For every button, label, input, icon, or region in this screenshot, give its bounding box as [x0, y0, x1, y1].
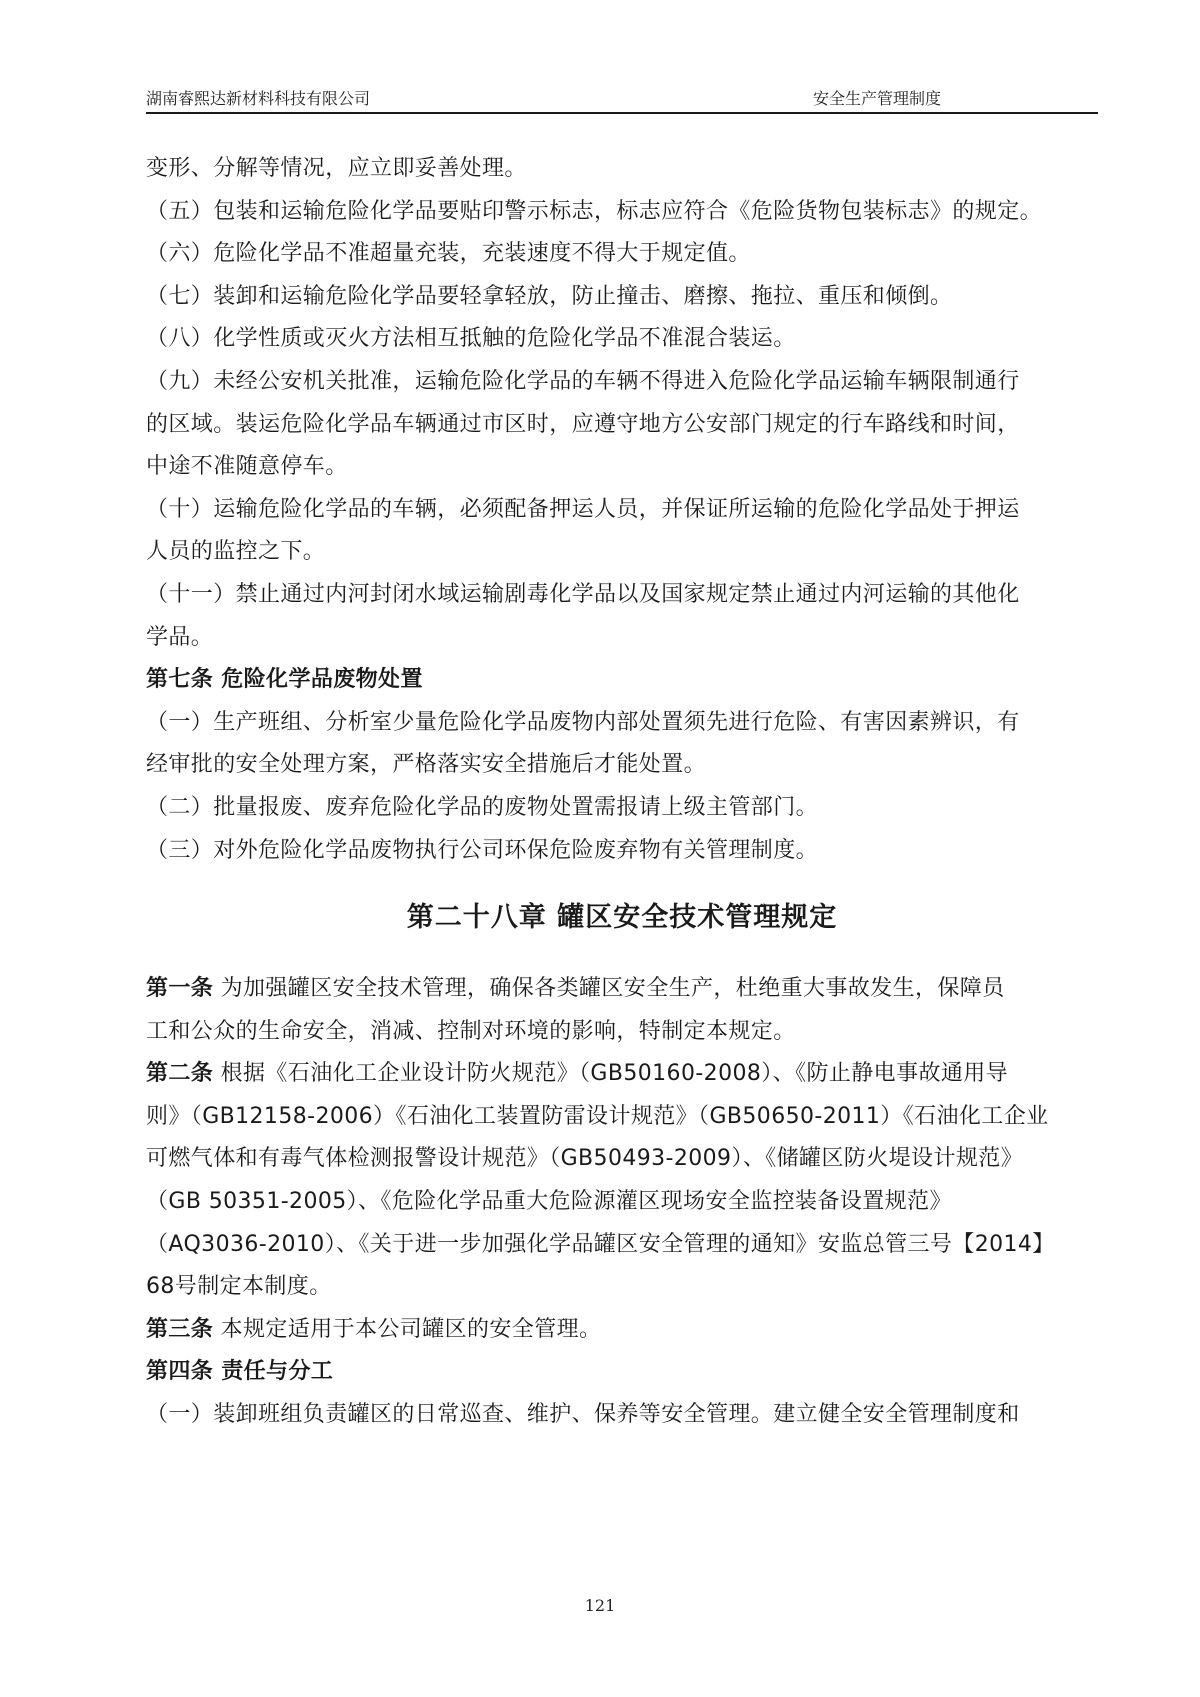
article-7-heading: 第七条 危险化学品废物处置	[146, 667, 423, 693]
text-line: （GB 50351-2005）、《危险化学品重大危险源灌区现场安全监控装备设置规范》	[146, 1189, 952, 1215]
text-line: 变形、分解等情况，应立即妥善处理。	[146, 156, 527, 181]
text-line: （十一）禁止通过内河封闭水域运输剧毒化学品以及国家规定禁止通过内河运输的其他化	[146, 581, 1020, 607]
text-line: （一）装卸班组负责罐区的日常巡查、维护、保养等安全管理。建立健全安全管理制度和	[146, 1402, 1020, 1428]
text-line: 可燃气体和有毒气体检测报警设计规范》（GB50493-2009）、《储罐区防火堤设计规范》	[146, 1146, 1024, 1172]
article-2-line	[146, 1053, 1098, 1096]
text-line: （九）未经公安机关批准，运输危险化学品的车辆不得进入危险化学品运输车辆限制通行	[146, 368, 1020, 394]
header-divider	[146, 112, 1098, 114]
text-line: 中途不准随意停车。	[146, 454, 348, 480]
text-line: （八）化学性质或灭火方法相互抵触的危险化学品不准混合装运。	[146, 326, 796, 352]
text-line: 学品。	[146, 624, 214, 650]
text-line: 则》（GB12158-2006）《石油化工装置防雷设计规范》（GB50650-2011）《石油化工企业	[146, 1103, 1049, 1129]
chapter-title: 第二十八章 罐区安全技术管理规定	[406, 902, 838, 934]
text-line: （五）包装和运输危险化学品要贴印警示标志，标志应符合《危险货物包装标志》的规定。	[146, 198, 1043, 224]
article-3-text: 本规定适用于本公司罐区的安全管理。	[220, 1316, 602, 1342]
company-name: 湖南睿熙达新材料科技有限公司	[146, 89, 371, 108]
article-2-text: 根据《石油化工企业设计防火规范》（GB50160-2008）、《防止静电事故通用导	[220, 1061, 1009, 1087]
text-line: （二）批量报废、废弃危险化学品的废物处置需报请上级主管部门。	[146, 794, 819, 820]
text-line: （十）运输危险化学品的车辆，必须配备押运人员，并保证所运输的危险化学品处于押运	[146, 496, 1020, 522]
text-line: 经审批的安全处理方案，严格落实安全措施后才能处置。	[146, 752, 707, 778]
article-1-line	[146, 968, 1098, 1011]
text-line: 的区域。装运危险化学品车辆通过市区时，应遵守地方公安部门规定的行车路线和时间，	[146, 411, 1020, 437]
article-3-line	[146, 1309, 1098, 1352]
article-4-heading: 第四条 责任与分工	[146, 1359, 334, 1385]
page-number: 121	[584, 1596, 616, 1615]
article-3-label: 第三条	[146, 1316, 214, 1342]
article-1-text: 为加强罐区安全技术管理，确保各类罐区安全生产，杜绝重大事故发生，保障员	[220, 976, 1005, 1002]
page-header	[146, 82, 1098, 110]
article-1-label: 第一条	[146, 976, 214, 1002]
text-line: （七）装卸和运输危险化学品要轻拿轻放，防止撞击、磨擦、拖拉、重压和倾倒。	[146, 283, 953, 309]
text-line: （一）生产班组、分析室少量危险化学品废物内部处置须先进行危险、有害因素辨识，有	[146, 709, 1020, 735]
text-line: 工和公众的生命安全，消减、控制对环境的影响，特制定本规定。	[146, 1018, 796, 1044]
text-line: 68号制定本制度。	[146, 1274, 332, 1300]
document-body	[146, 148, 1098, 1437]
text-line: （三）对外危险化学品废物执行公司环保危险废弃物有关管理制度。	[146, 837, 819, 863]
article-2-label: 第二条	[146, 1061, 214, 1087]
text-line: （六）危险化学品不准超量充装，充装速度不得大于规定值。	[146, 241, 751, 267]
text-line: 人员的监控之下。	[146, 539, 326, 565]
document-title: 安全生产管理制度	[813, 89, 942, 108]
text-line: （AQ3036-2010）、《关于进一步加强化学品罐区安全管理的通知》安监总管三号【2014】	[146, 1231, 1055, 1257]
